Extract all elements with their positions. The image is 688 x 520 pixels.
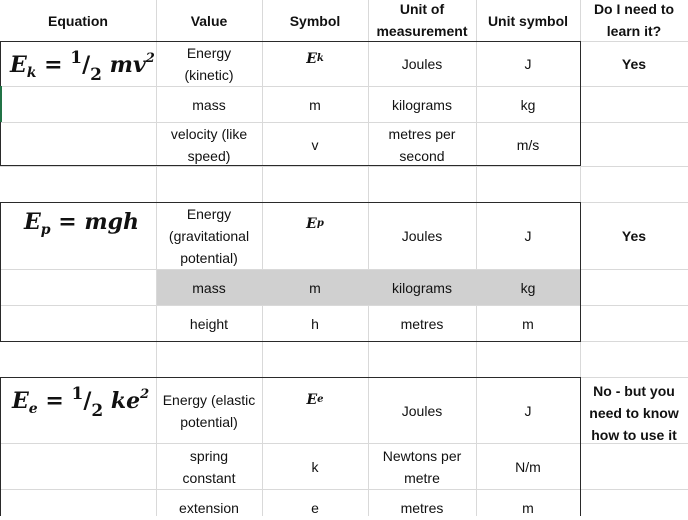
gravitational-unitsym-mass: kg xyxy=(520,279,536,296)
gravitational-symbol-height: h xyxy=(311,315,319,332)
header-symbol: Symbol xyxy=(289,12,341,29)
header-learn: Do I need to learn it? xyxy=(593,0,675,39)
elastic-unitsym-extension: m xyxy=(522,500,534,516)
elastic-unit-energy: Joules xyxy=(401,403,443,419)
elastic-symbol-extension: e xyxy=(311,500,319,516)
gravitational-symbol-energy: E p xyxy=(306,216,324,232)
header-equation: Equation xyxy=(48,12,108,29)
elastic-learn: No - but you need to know how to use it xyxy=(589,383,679,443)
gravitational-unit-energy: Joules xyxy=(401,228,443,244)
header-unit-symbol: Unit symbol xyxy=(487,12,569,29)
kinetic-unitsym-mass: kg xyxy=(520,96,536,113)
gravitational-value-height: height xyxy=(189,315,229,332)
gravitational-symbol-mass: m xyxy=(309,279,321,296)
kinetic-value-energy: Energy (kinetic) xyxy=(184,45,234,83)
elastic-value-energy: Energy (elastic potential) xyxy=(162,392,256,430)
gravitational-unit-mass: kilograms xyxy=(392,279,452,296)
kinetic-value-velocity: velocity (like speed) xyxy=(170,125,248,164)
elastic-unit-spring: Newtons per metre xyxy=(382,448,462,486)
gravitational-unitsym-height: m xyxy=(522,315,534,332)
elastic-equation: $E_e = ^1/_2$ $ke^2$ xyxy=(12,384,150,421)
kinetic-unitsym-energy: J xyxy=(524,56,532,72)
kinetic-value-mass: mass xyxy=(192,96,226,113)
kinetic-unit-energy: Joules xyxy=(401,56,443,72)
header-value: Value xyxy=(190,12,228,29)
elastic-symbol-spring: k xyxy=(311,459,319,475)
kinetic-equation: $E_k = ^1/_2$ $mv^2$ xyxy=(10,48,155,85)
gravitational-unit-height: metres xyxy=(400,315,444,332)
elastic-value-spring: spring constant xyxy=(182,448,236,486)
gravitational-unitsym-energy: J xyxy=(524,228,532,244)
kinetic-symbol-velocity: v xyxy=(311,136,319,153)
kinetic-unitsym-velocity: m/s xyxy=(516,136,540,153)
gravitational-value-energy: Energy (gravitational potential) xyxy=(168,206,250,266)
gravitational-equation: $E_p$ = mgh xyxy=(24,209,139,238)
gravitational-value-mass: mass xyxy=(192,279,226,296)
kinetic-symbol-energy: E k xyxy=(306,51,324,67)
kinetic-symbol-mass: m xyxy=(309,96,321,113)
cell-cursor xyxy=(0,86,2,122)
kinetic-learn: Yes xyxy=(621,56,647,72)
kinetic-unit-velocity: metres per second xyxy=(388,125,456,164)
elastic-unit-extension: metres xyxy=(400,500,444,516)
elastic-unitsym-spring: N/m xyxy=(515,459,541,475)
elastic-unitsym-energy: J xyxy=(524,403,532,419)
header-unit: Unit of measurement xyxy=(376,0,468,39)
kinetic-unit-mass: kilograms xyxy=(392,96,452,113)
elastic-value-extension: extension xyxy=(179,500,239,516)
gravitational-learn: Yes xyxy=(621,228,647,244)
elastic-symbol-energy: E e xyxy=(306,392,324,408)
